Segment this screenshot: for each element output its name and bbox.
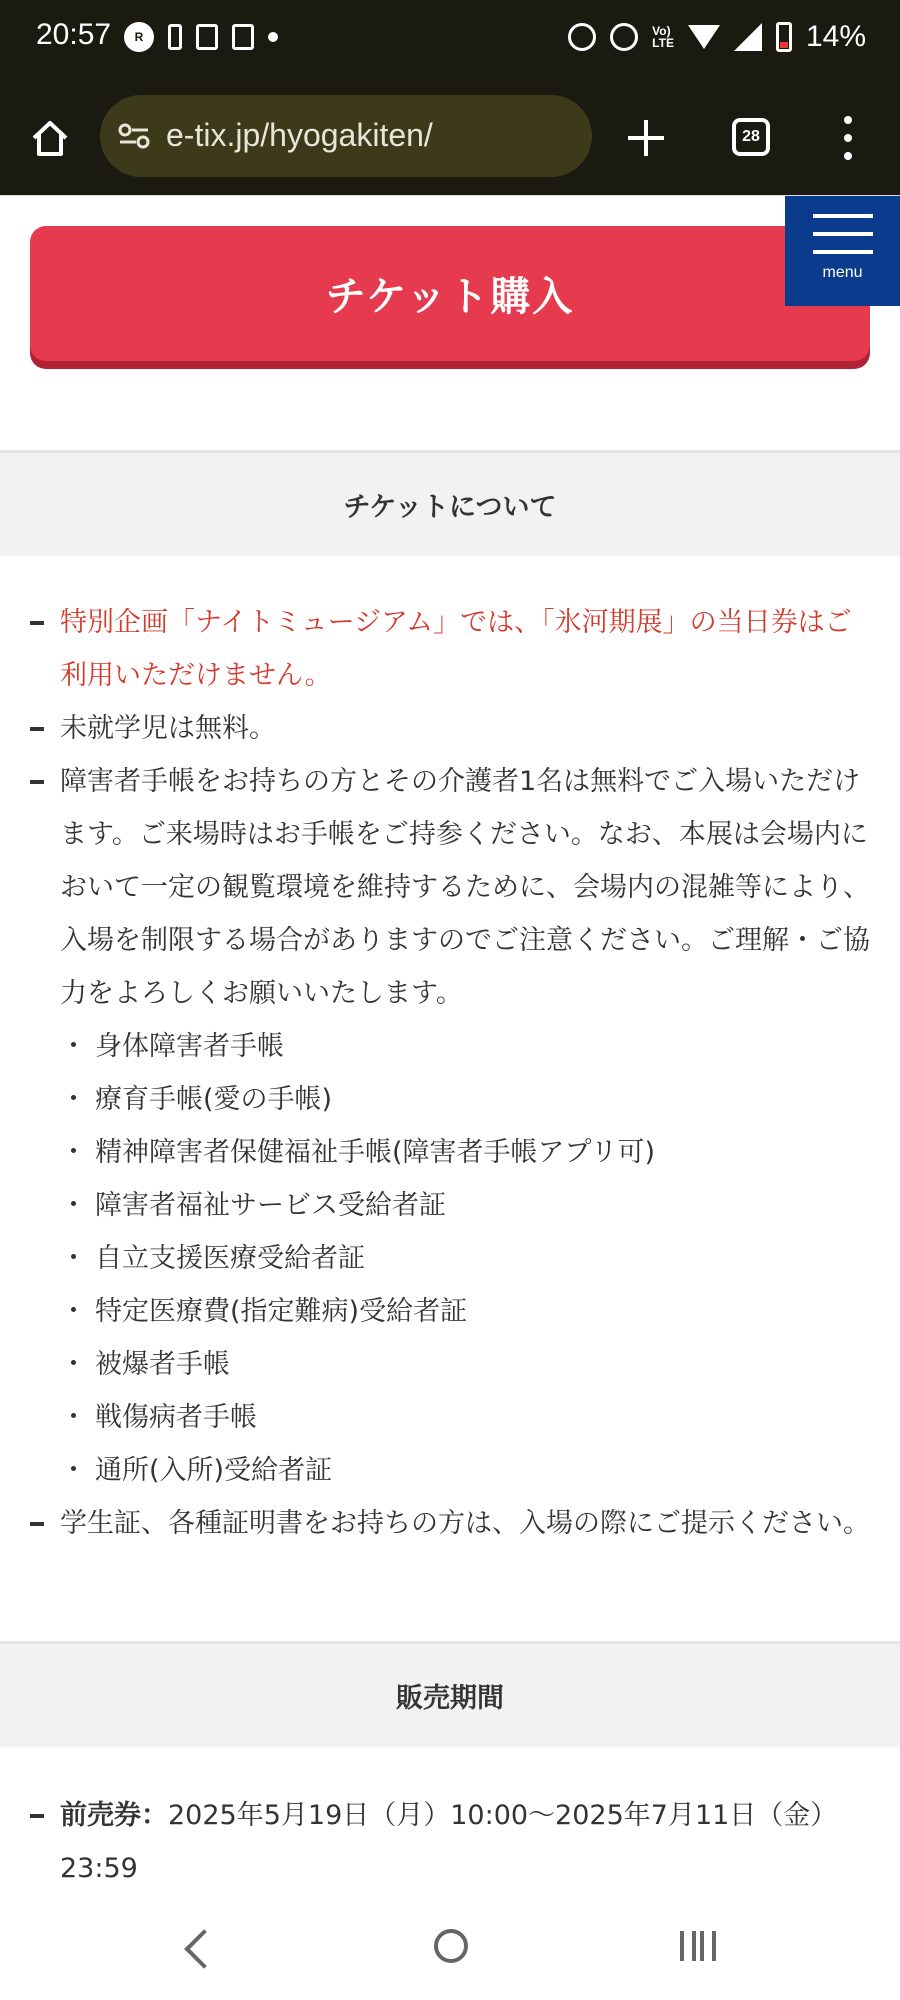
certificate-item: ・ 戦傷病者手帳 [30,1391,870,1444]
menu-label: menu [822,264,863,281]
web-page [0,195,900,1905]
certificate-item: ・ 被爆者手帳 [30,1338,870,1391]
tab-switcher-icon[interactable]: 28 [732,118,770,156]
presale-period: 2025年5月19日（月）10:00〜2025年7月11日（金）23:59 [60,1800,838,1884]
url-text[interactable]: e-tix.jp/hyogakiten/ [166,117,433,153]
presale-item [30,1789,870,1895]
notification-icons [124,22,278,52]
certificate-item: ・ 精神障害者保健福祉手帳(障害者手帳アプリ可) [30,1126,870,1179]
battery-icon [776,22,792,52]
home-nav-icon[interactable] [434,1929,468,1963]
recent-apps-icon[interactable] [680,1931,716,1961]
volte-icon: Vo) LTE [652,24,674,50]
address-bar[interactable] [100,95,592,177]
clock: 20:57 [36,18,112,51]
do-not-disturb-icon [610,23,638,51]
back-icon[interactable] [184,1929,224,1969]
more-notifications-icon [268,32,278,42]
certificate-item: ・ 身体障害者手帳 [30,1020,870,1073]
list-item: 障害者手帳をお持ちの方とその介護者1名は無料でご入場いただけます。ご来場時はお手帳をご持参ください。なお、本展は会場内において一定の観覧環境を維持するために、会場内の混雑等により、入場を制限する場合がありますのでご注意ください。ご理解・ご協力をよろしくお願いいたします。 [30,755,870,1020]
list-item: 未就学児は無料。 [30,702,870,755]
battery-percent: 14% [805,20,866,53]
list-item: 特別企画「ナイトミュージアム」では、「氷河期展」の当日券はご利用いただけません。 [30,596,870,702]
menu-button[interactable] [785,196,900,306]
certificate-item: ・ 障害者福祉サービス受給者証 [30,1179,870,1232]
sales-period-list [30,1789,870,1895]
navigation-bar [0,1905,900,2000]
browser-toolbar [0,80,900,195]
r-link-icon: R [124,22,154,52]
cell-signal-icon [734,23,762,51]
certificate-item: ・ 自立支援医療受給者証 [30,1232,870,1285]
certificate-item: ・ 特定医療費(指定難病)受給者証 [30,1285,870,1338]
certificate-item: ・ 療育手帳(愛の手帳) [30,1073,870,1126]
section-title-tickets: チケットについて [0,450,900,556]
site-settings-icon[interactable] [118,123,150,149]
buy-ticket-button[interactable]: チケット購入 [30,226,870,361]
more-options-icon[interactable] [838,116,858,160]
battery-saver-icon [168,24,182,50]
list-item: 学生証、各種証明書をお持ちの方は、入場の際にご提示ください。 [30,1497,870,1550]
status-bar [0,0,900,80]
system-icons [568,20,866,54]
alarm-icon [568,23,596,51]
section-title-sales-period: 販売期間 [0,1641,900,1747]
copy-icon [232,24,254,50]
menu-icon [813,214,873,254]
certificate-item: ・ 通所(入所)受給者証 [30,1444,870,1497]
copy-icon [196,24,218,50]
ticket-notes-list [30,596,870,1550]
wifi-icon [688,25,720,49]
new-tab-icon[interactable] [624,116,668,160]
home-icon[interactable] [30,118,70,158]
presale-label: 前売券： [60,1800,168,1831]
